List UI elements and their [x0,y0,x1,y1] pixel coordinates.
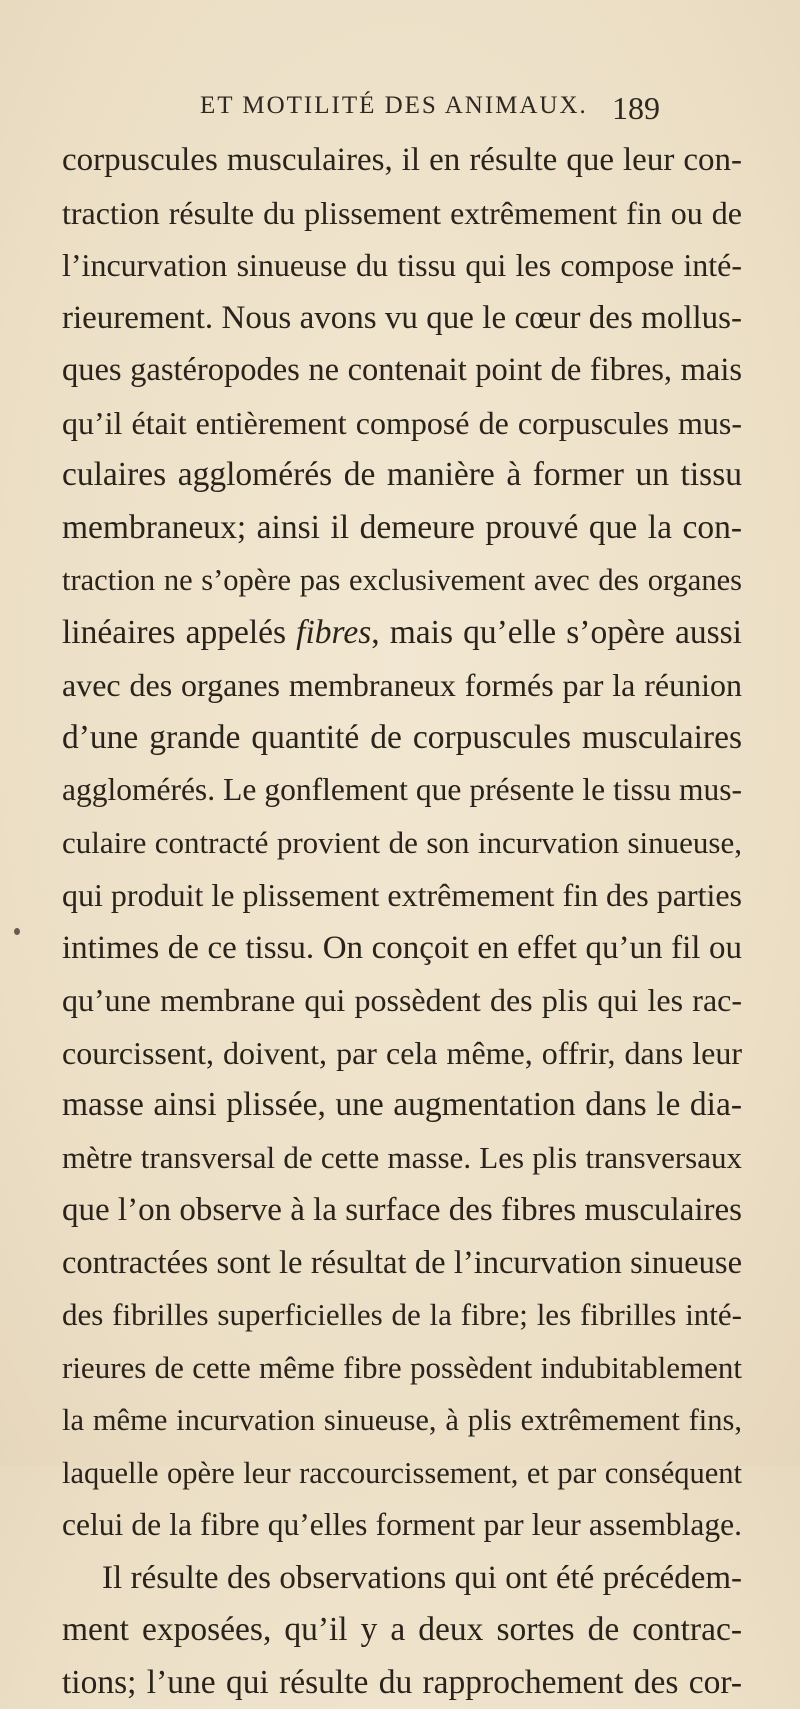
text-line: des fibrilles superficielles de la fibre; les fibrilles inté- [62,1289,742,1342]
text-line: l’incurvation sinueuse du tissu qui les compose inté- [62,239,742,292]
text-line: traction ne s’opère pas exclusivement avec des organes [62,554,742,607]
ink-speck [14,928,20,935]
text-line: d’une grande quantité de corpuscules musculaires [62,712,742,765]
text-line: agglomérés. Le gonflement que présente le tissu mus- [62,764,742,817]
text-line: mètre transversal de cette masse. Les plis transversaux [62,1132,742,1185]
text-line: Il résulte des observations qui ont été précédem- [62,1552,742,1605]
running-title: ET MOTILITÉ DES ANIMAUX. [200,92,588,120]
text-line: masse ainsi plissée, une augmentation dans le dia- [62,1079,742,1132]
text-line: ment exposées, qu’il y a deux sortes de contrac- [62,1604,742,1657]
text-line: linéaires appelés fibres, mais qu’elle s’opère aussi [62,607,742,660]
running-head [200,92,660,132]
text-line: rieures de cette même fibre possèdent indubitablement [62,1342,742,1395]
text-line: ques gastéropodes ne contenait point de fibres, mais [62,344,742,397]
text-line: qu’il était entièrement composé de corpuscules mus- [62,397,742,450]
text-line: que l’on observe à la surface des fibres musculaires [62,1184,742,1237]
text-line: culaire contracté provient de son incurvation sinueuse, [62,817,742,870]
text-line: tions; l’une qui résulte du rapprochement des cor- [62,1657,742,1709]
text-line: courcissent, doivent, par cela même, offrir, dans leur [62,1027,742,1080]
text-line: qu’une membrane qui possèdent des plis qui les rac- [62,974,742,1027]
text-line: qui produit le plissement extrêmement fin des parties [62,869,742,922]
text-line: celui de la fibre qu’elles forment par leur assemblage. [62,1499,742,1552]
text-line: intimes de ce tissu. On conçoit en effet qu’un fil ou [62,922,742,975]
text-line: contractées sont le résultat de l’incurvation sinueuse [62,1237,742,1290]
body-text [62,134,742,1709]
italic-term: fibres [296,614,371,651]
text-line: corpuscules musculaires, il en résulte que leur con- [62,134,742,187]
page-number: 189 [612,90,660,127]
text-line: la même incurvation sinueuse, à plis extrêmement fins, [62,1394,742,1447]
text-line: membraneux; ainsi il demeure prouvé que la con- [62,502,742,555]
text-line: avec des organes membraneux formés par la réunion [62,659,742,712]
text-line: rieurement. Nous avons vu que le cœur des mollus- [62,292,742,345]
text-line: traction résulte du plissement extrêmement fin ou de [62,187,742,240]
text-line: culaires agglomérés de manière à former un tissu [62,449,742,502]
text-line: laquelle opère leur raccourcissement, et par conséquent [62,1447,742,1500]
